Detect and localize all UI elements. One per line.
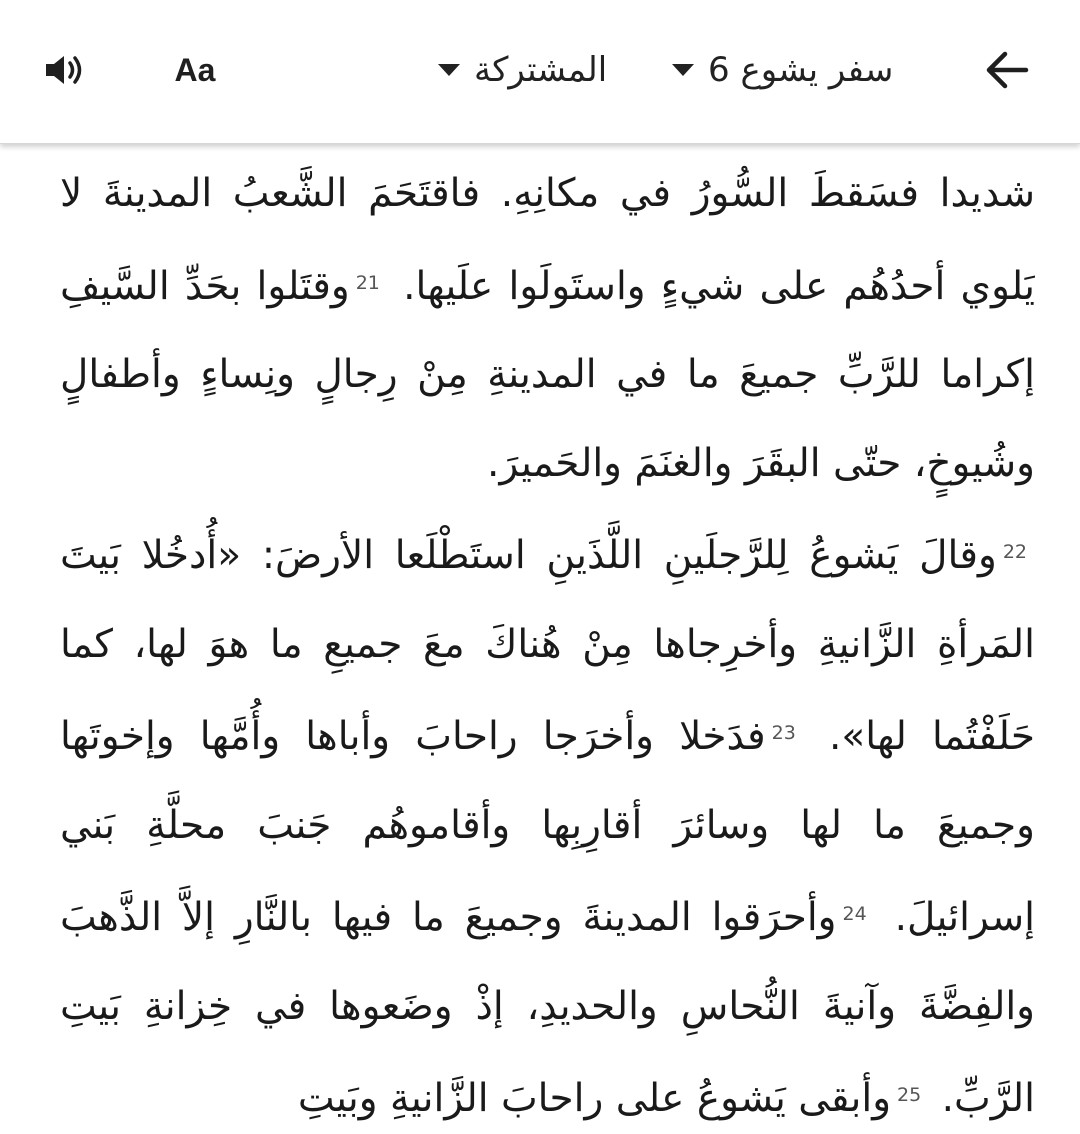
reader-toolbar [0,0,1080,144]
verse-number[interactable]: 21 [355,271,380,294]
verse-paragraph [60,508,1035,1130]
verse-text: وأبقى يَشوعُ على راحابَ الزَّانيةِ وبَيتِ [297,1076,892,1121]
font-settings-button[interactable] [160,40,230,100]
font-settings-label: Aa [174,51,216,88]
verse-number[interactable]: 23 [771,722,796,744]
version-selector[interactable] [438,40,623,100]
speaker-icon [43,52,87,88]
verse-text: شديدا فسَقطَ السُّورُ في مكانِهِ. فاقتَحَمَ الشَّعبُ المدينةَ لا يَلوي أحدُهُم على شيءٍ واستَولَوا علَيها. [60,171,1035,309]
back-button[interactable] [972,40,1042,100]
audio-button[interactable] [30,40,100,100]
chevron-down-icon [438,64,460,76]
chevron-down-icon [672,64,694,76]
verse-text: وقالَ يَشوعُ لِلرَّجلَينِ اللَّذَينِ استَطْلَعا الأرضَ: «أُدخُلا بَيتَ المَرأةِ الزَّانيةِ وأخرِجاها مِنْ هُناكَ معَ جميعِ ما هوَ لها، كما حَلَفْتُما لها». [60,533,1035,759]
verse-paragraph [60,150,1035,508]
chapter-text [60,150,1035,1130]
verse-number[interactable]: 24 [842,903,867,925]
verse-number[interactable]: 22 [1002,541,1027,563]
verse-text: وقتَلوا بحَدِّ السَّيفِ إكراما للرَّبِّ جميعَ ما في المدينةِ مِنْ رِجالٍ ونِساءٍ وأطفالٍ وشُيوخٍ، حتّى البقَرَ والغنَمَ والحَميرَ. [60,263,1035,486]
version-label: المشتركة [474,50,608,90]
arrow-left-icon [984,50,1030,90]
book-chapter-label: سفر يشوع 6 [708,50,894,90]
book-chapter-selector[interactable] [672,40,917,100]
verse-text: وأحرَقوا المدينةَ وجميعَ ما فيها بالنَّارِ إلاَّ الذَّهبَ والفِضَّةَ وآنيةَ النُّحاسِ والحديدِ، إذْ وضَعوها في خِزانةِ بَيتِ الرَّبِّ. [60,895,1035,1121]
verse-number[interactable]: 25 [897,1084,922,1106]
verse-text: فدَخلا وأخرَجا راحابَ وأباها وأُمَّها وإخوتَها وجميعَ ما لها وسائرَ أقارِبِها وأقاموهُم جَنبَ محلَّةِ بَني إسرائيلَ. [60,714,1035,940]
